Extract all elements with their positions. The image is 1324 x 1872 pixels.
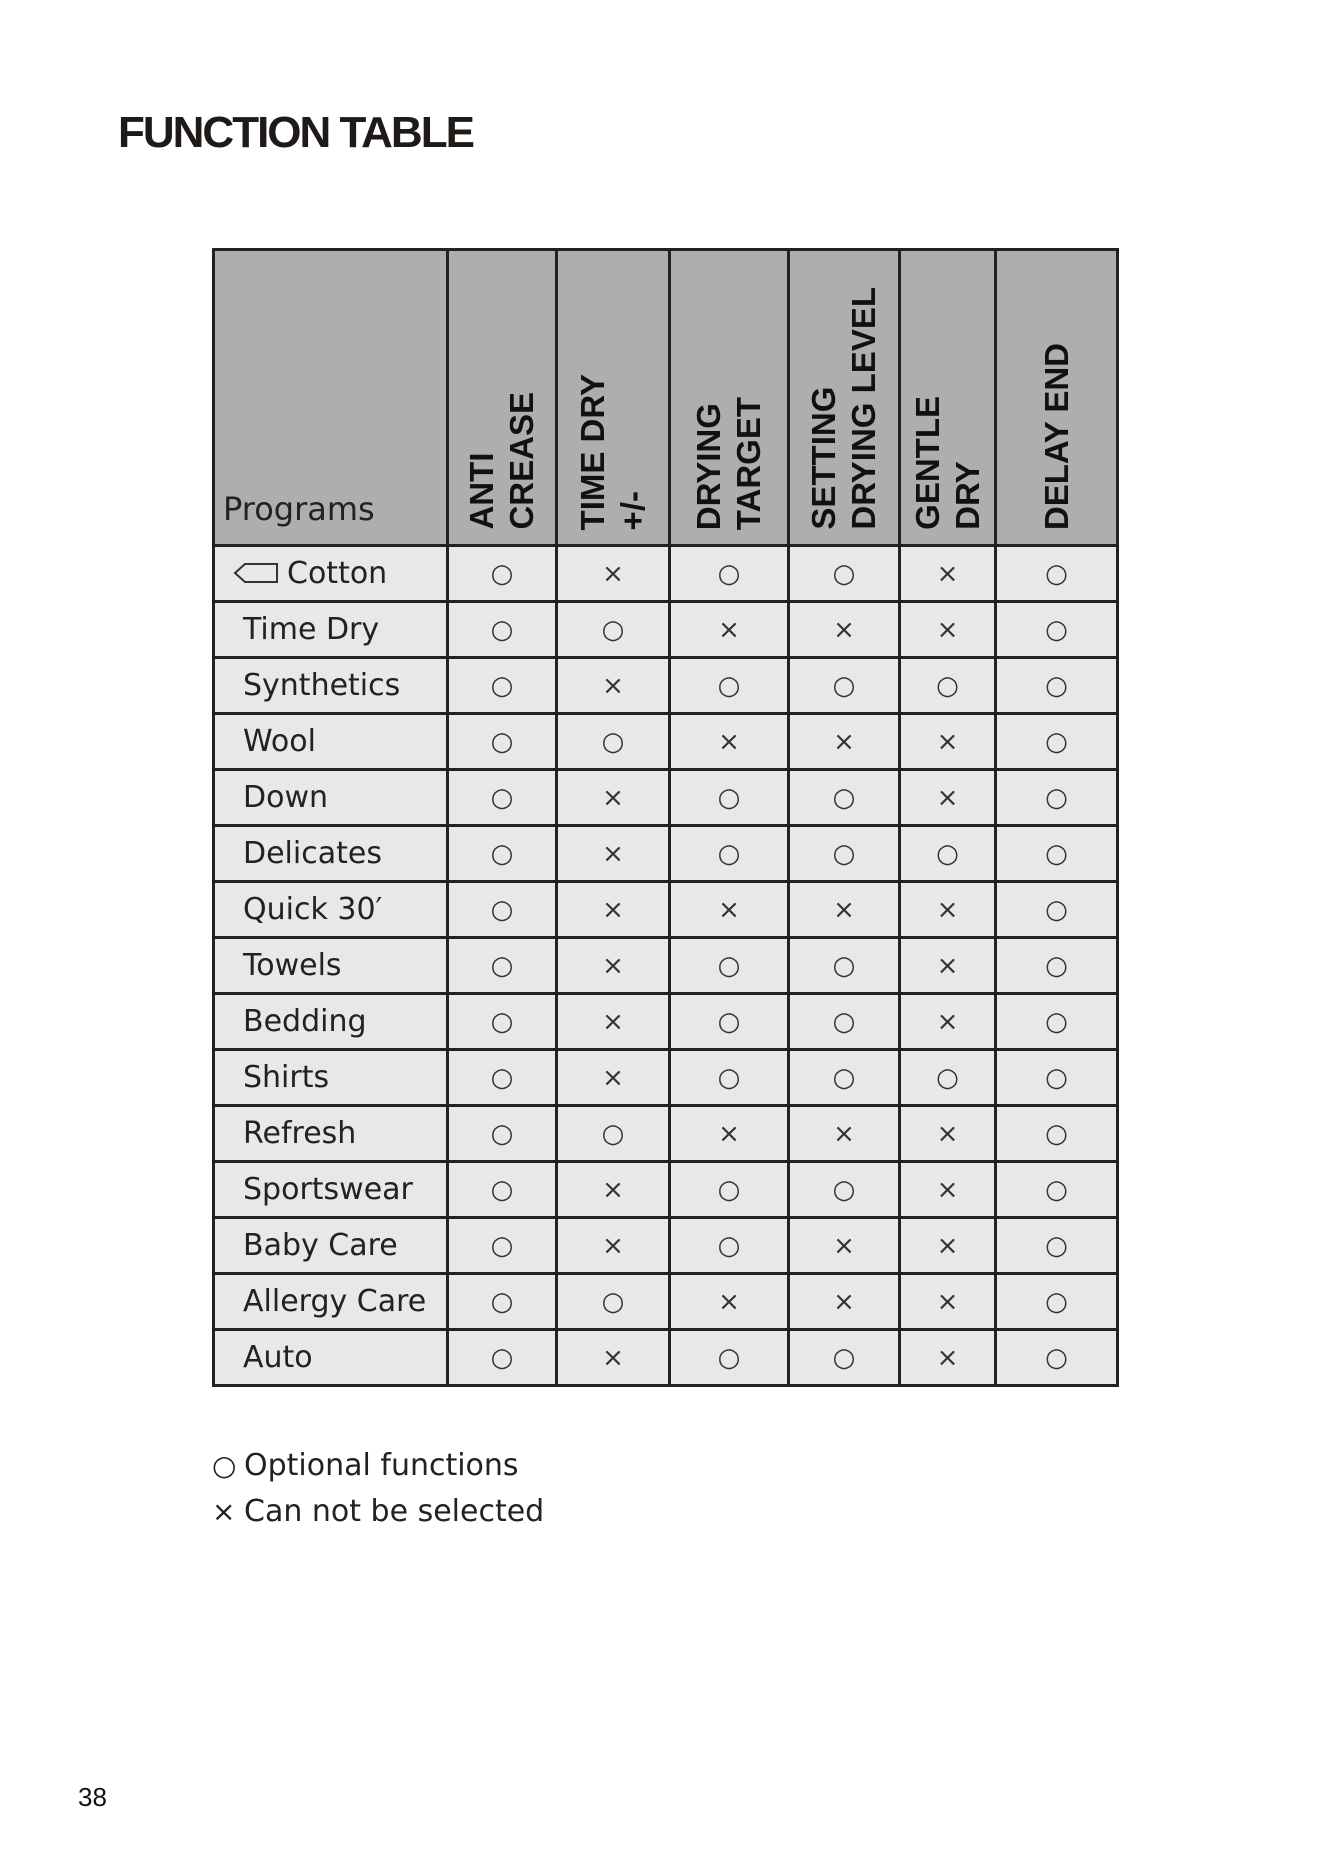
function-cell [557, 714, 670, 770]
function-cell [900, 1218, 996, 1274]
column-header-label: DRYING TARGET [690, 396, 767, 530]
availability-mark: ○ [1045, 1342, 1068, 1373]
function-cell [789, 714, 900, 770]
table-row [214, 602, 1118, 658]
availability-mark: ○ [717, 1230, 741, 1261]
availability-mark: × [602, 782, 624, 813]
function-cell [789, 1218, 900, 1274]
program-cell [214, 1218, 448, 1274]
function-cell [996, 938, 1118, 994]
availability-mark: ○ [832, 1062, 856, 1093]
function-cell [448, 994, 557, 1050]
function-cell [996, 882, 1118, 938]
availability-mark: ○ [490, 1062, 514, 1093]
function-cell [670, 1162, 789, 1218]
function-cell [789, 770, 900, 826]
function-cell [670, 994, 789, 1050]
availability-mark: ○ [832, 1174, 856, 1205]
function-cell [996, 1106, 1118, 1162]
availability-mark: ○ [717, 1062, 741, 1093]
table-row [214, 994, 1118, 1050]
function-cell [448, 658, 557, 714]
availability-mark: ○ [1045, 894, 1068, 925]
availability-mark: ○ [490, 1342, 514, 1373]
availability-mark: × [602, 1174, 624, 1205]
program-label: Quick 30′ [243, 892, 383, 927]
availability-mark: × [936, 558, 959, 589]
program-label: Delicates [243, 836, 382, 871]
table-row [214, 714, 1118, 770]
program-cell [214, 602, 448, 658]
availability-mark: ○ [832, 1342, 856, 1373]
availability-mark: × [602, 894, 624, 925]
availability-mark: × [833, 894, 855, 925]
function-cell [448, 714, 557, 770]
availability-mark: ○ [936, 670, 959, 701]
program-cell [214, 1162, 448, 1218]
availability-mark: ○ [832, 950, 856, 981]
table-row [214, 546, 1118, 602]
function-cell [789, 1106, 900, 1162]
program-label: Synthetics [243, 668, 401, 703]
availability-mark: × [833, 1230, 855, 1261]
column-header [670, 250, 789, 546]
function-cell [996, 1274, 1118, 1330]
availability-mark: ○ [717, 1006, 741, 1037]
availability-mark: ○ [490, 1174, 514, 1205]
availability-mark: × [718, 614, 740, 645]
function-cell [670, 1106, 789, 1162]
program-cell [214, 546, 448, 602]
function-cell [789, 658, 900, 714]
function-cell [670, 1274, 789, 1330]
availability-mark: ○ [490, 1118, 514, 1149]
function-cell [996, 826, 1118, 882]
availability-mark: × [602, 558, 624, 589]
availability-mark: × [936, 614, 959, 645]
function-cell [670, 882, 789, 938]
availability-mark: ○ [1045, 558, 1068, 589]
function-cell [900, 714, 996, 770]
availability-mark: × [936, 950, 959, 981]
availability-mark: ○ [1045, 614, 1068, 645]
function-cell [448, 882, 557, 938]
column-header [789, 250, 900, 546]
function-cell [900, 602, 996, 658]
program-cell [214, 658, 448, 714]
availability-mark: ○ [936, 1062, 959, 1093]
function-cell [900, 882, 996, 938]
function-cell [996, 1050, 1118, 1106]
not-selectable-symbol: × [212, 1494, 236, 1528]
availability-mark: × [936, 726, 959, 757]
function-cell [900, 826, 996, 882]
availability-mark: × [602, 1342, 624, 1373]
availability-mark: × [718, 1286, 740, 1317]
availability-mark: ○ [490, 1230, 514, 1261]
column-header [448, 250, 557, 546]
function-cell [996, 770, 1118, 826]
program-label: Allergy Care [243, 1284, 427, 1319]
table-row [214, 882, 1118, 938]
function-cell [557, 1050, 670, 1106]
program-label: Towels [243, 948, 342, 983]
availability-mark: × [936, 1230, 959, 1261]
availability-mark: × [833, 614, 855, 645]
function-cell [557, 826, 670, 882]
table-row [214, 1274, 1118, 1330]
availability-mark: ○ [717, 670, 741, 701]
availability-mark: ○ [832, 782, 856, 813]
function-cell [789, 602, 900, 658]
column-header-label: GENTLE DRY [908, 396, 986, 530]
availability-mark: × [718, 1118, 740, 1149]
function-cell [448, 1162, 557, 1218]
table-row [214, 1330, 1118, 1386]
page-number: 38 [78, 1782, 107, 1812]
function-cell [670, 770, 789, 826]
availability-mark: ○ [1045, 1006, 1068, 1037]
availability-mark: × [602, 1062, 624, 1093]
availability-mark: ○ [1045, 1230, 1068, 1261]
program-cell [214, 1330, 448, 1386]
function-cell [900, 938, 996, 994]
function-cell [900, 1050, 996, 1106]
function-cell [670, 602, 789, 658]
function-cell [900, 1330, 996, 1386]
program-label: Down [243, 780, 329, 815]
function-cell [996, 546, 1118, 602]
availability-mark: ○ [1045, 838, 1068, 869]
availability-mark: × [602, 1230, 624, 1261]
availability-mark: × [936, 1342, 959, 1373]
function-cell [670, 938, 789, 994]
function-cell [448, 1330, 557, 1386]
program-label: Sportswear [243, 1172, 413, 1207]
availability-mark: × [602, 670, 624, 701]
availability-mark: ○ [717, 838, 741, 869]
availability-mark: × [936, 1118, 959, 1149]
function-cell [448, 770, 557, 826]
availability-mark: ○ [1045, 950, 1068, 981]
function-cell [789, 1274, 900, 1330]
availability-mark: ○ [1045, 726, 1068, 757]
function-cell [448, 938, 557, 994]
availability-mark: ○ [717, 1174, 741, 1205]
table-row [214, 826, 1118, 882]
function-cell [670, 658, 789, 714]
column-header [900, 250, 996, 546]
availability-mark: × [833, 1286, 855, 1317]
function-cell [557, 1218, 670, 1274]
availability-mark: ○ [490, 726, 514, 757]
function-cell [448, 1218, 557, 1274]
program-label: Wool [243, 724, 316, 759]
availability-mark: × [936, 1174, 959, 1205]
availability-mark: ○ [1045, 1174, 1068, 1205]
programs-header: Programs [214, 250, 448, 546]
page-title: FUNCTION TABLE [118, 108, 473, 157]
function-cell [996, 602, 1118, 658]
function-cell [448, 1050, 557, 1106]
function-cell [670, 1050, 789, 1106]
optional-symbol: ○ [212, 1448, 237, 1482]
table-row [214, 770, 1118, 826]
program-label: Shirts [243, 1060, 330, 1095]
availability-mark: ○ [832, 670, 856, 701]
function-cell [448, 602, 557, 658]
availability-mark: ○ [717, 782, 741, 813]
function-cell [789, 1050, 900, 1106]
table-row [214, 1050, 1118, 1106]
function-cell [789, 826, 900, 882]
availability-mark: × [936, 894, 959, 925]
function-cell [996, 658, 1118, 714]
availability-mark: ○ [601, 1286, 625, 1317]
availability-mark: × [718, 894, 740, 925]
availability-mark: ○ [490, 670, 514, 701]
function-cell [789, 1162, 900, 1218]
availability-mark: ○ [1045, 1286, 1068, 1317]
function-cell [789, 938, 900, 994]
function-cell [448, 1274, 557, 1330]
function-cell [789, 882, 900, 938]
function-cell [900, 1106, 996, 1162]
function-cell [670, 1330, 789, 1386]
function-cell [900, 770, 996, 826]
availability-mark: ○ [1045, 1118, 1068, 1149]
function-cell [789, 994, 900, 1050]
function-cell [670, 1218, 789, 1274]
column-header [557, 250, 670, 546]
table-row [214, 1106, 1118, 1162]
function-cell [996, 1330, 1118, 1386]
legend-label: Optional functions [244, 1447, 519, 1483]
column-header-label: DELAY END [1037, 342, 1075, 530]
availability-mark: × [936, 1006, 959, 1037]
function-cell [900, 546, 996, 602]
availability-mark: ○ [1045, 670, 1068, 701]
function-cell [996, 994, 1118, 1050]
function-cell [557, 546, 670, 602]
function-cell [557, 938, 670, 994]
function-cell [900, 1274, 996, 1330]
function-cell [448, 1106, 557, 1162]
function-cell [557, 1162, 670, 1218]
function-cell [670, 714, 789, 770]
column-header-label: ANTI CREASE [463, 392, 540, 530]
function-cell [557, 602, 670, 658]
function-cell [557, 770, 670, 826]
program-cell [214, 882, 448, 938]
program-cell [214, 1274, 448, 1330]
column-header [996, 250, 1118, 546]
function-cell [557, 882, 670, 938]
function-cell [557, 658, 670, 714]
availability-mark: ○ [490, 894, 514, 925]
function-cell [789, 1330, 900, 1386]
availability-mark: ○ [601, 726, 625, 757]
function-cell [900, 1162, 996, 1218]
program-cell [214, 826, 448, 882]
availability-mark: ○ [490, 950, 514, 981]
program-cell [214, 714, 448, 770]
program-cell [214, 938, 448, 994]
availability-mark: ○ [717, 950, 741, 981]
availability-mark: ○ [1045, 782, 1068, 813]
program-label: Cotton [287, 555, 388, 591]
availability-mark: ○ [490, 1006, 514, 1037]
function-cell [996, 1218, 1118, 1274]
function-cell [789, 546, 900, 602]
table-row [214, 658, 1118, 714]
function-cell [557, 1330, 670, 1386]
program-cell [214, 770, 448, 826]
availability-mark: ○ [490, 558, 514, 589]
availability-mark: × [602, 1006, 624, 1037]
program-label: Bedding [243, 1004, 367, 1039]
legend-item-optional [212, 1442, 544, 1488]
eco-tag-icon [233, 557, 279, 592]
availability-mark: ○ [832, 1006, 856, 1037]
availability-mark: ○ [1045, 1062, 1068, 1093]
legend-item-not-selectable [212, 1488, 544, 1534]
availability-mark: × [602, 838, 624, 869]
availability-mark: ○ [490, 614, 514, 645]
table-row [214, 1162, 1118, 1218]
function-cell [448, 546, 557, 602]
function-cell [996, 1162, 1118, 1218]
program-label: Baby Care [243, 1228, 398, 1263]
availability-mark: ○ [601, 1118, 625, 1149]
availability-mark: ○ [936, 838, 959, 869]
availability-mark: × [833, 1118, 855, 1149]
function-cell [900, 994, 996, 1050]
legend [212, 1442, 544, 1534]
availability-mark: ○ [832, 838, 856, 869]
legend-label: Can not be selected [244, 1493, 545, 1529]
program-cell [214, 994, 448, 1050]
table-row [214, 1218, 1118, 1274]
availability-mark: ○ [601, 614, 625, 645]
program-label: Time Dry [243, 612, 380, 647]
function-cell [557, 1106, 670, 1162]
availability-mark: × [936, 782, 959, 813]
program-cell [214, 1106, 448, 1162]
function-cell [557, 994, 670, 1050]
column-header-label: SETTING DRYING LEVEL [805, 287, 882, 530]
availability-mark: × [833, 726, 855, 757]
program-label: Refresh [243, 1116, 357, 1151]
availability-mark: ○ [490, 1286, 514, 1317]
availability-mark: ○ [717, 1342, 741, 1373]
function-cell [900, 658, 996, 714]
availability-mark: ○ [832, 558, 856, 589]
column-header-label: TIME DRY +/- [574, 373, 651, 530]
availability-mark: × [718, 726, 740, 757]
table-row [214, 938, 1118, 994]
function-cell [557, 1274, 670, 1330]
availability-mark: ○ [490, 838, 514, 869]
availability-mark: × [936, 1286, 959, 1317]
availability-mark: ○ [490, 782, 514, 813]
function-cell [996, 714, 1118, 770]
availability-mark: ○ [717, 558, 741, 589]
function-table [212, 248, 1119, 1387]
availability-mark: × [602, 950, 624, 981]
function-cell [670, 546, 789, 602]
program-cell [214, 1050, 448, 1106]
function-cell [670, 826, 789, 882]
table-header-row [214, 250, 1118, 546]
program-label: Auto [243, 1340, 313, 1375]
function-cell [448, 826, 557, 882]
